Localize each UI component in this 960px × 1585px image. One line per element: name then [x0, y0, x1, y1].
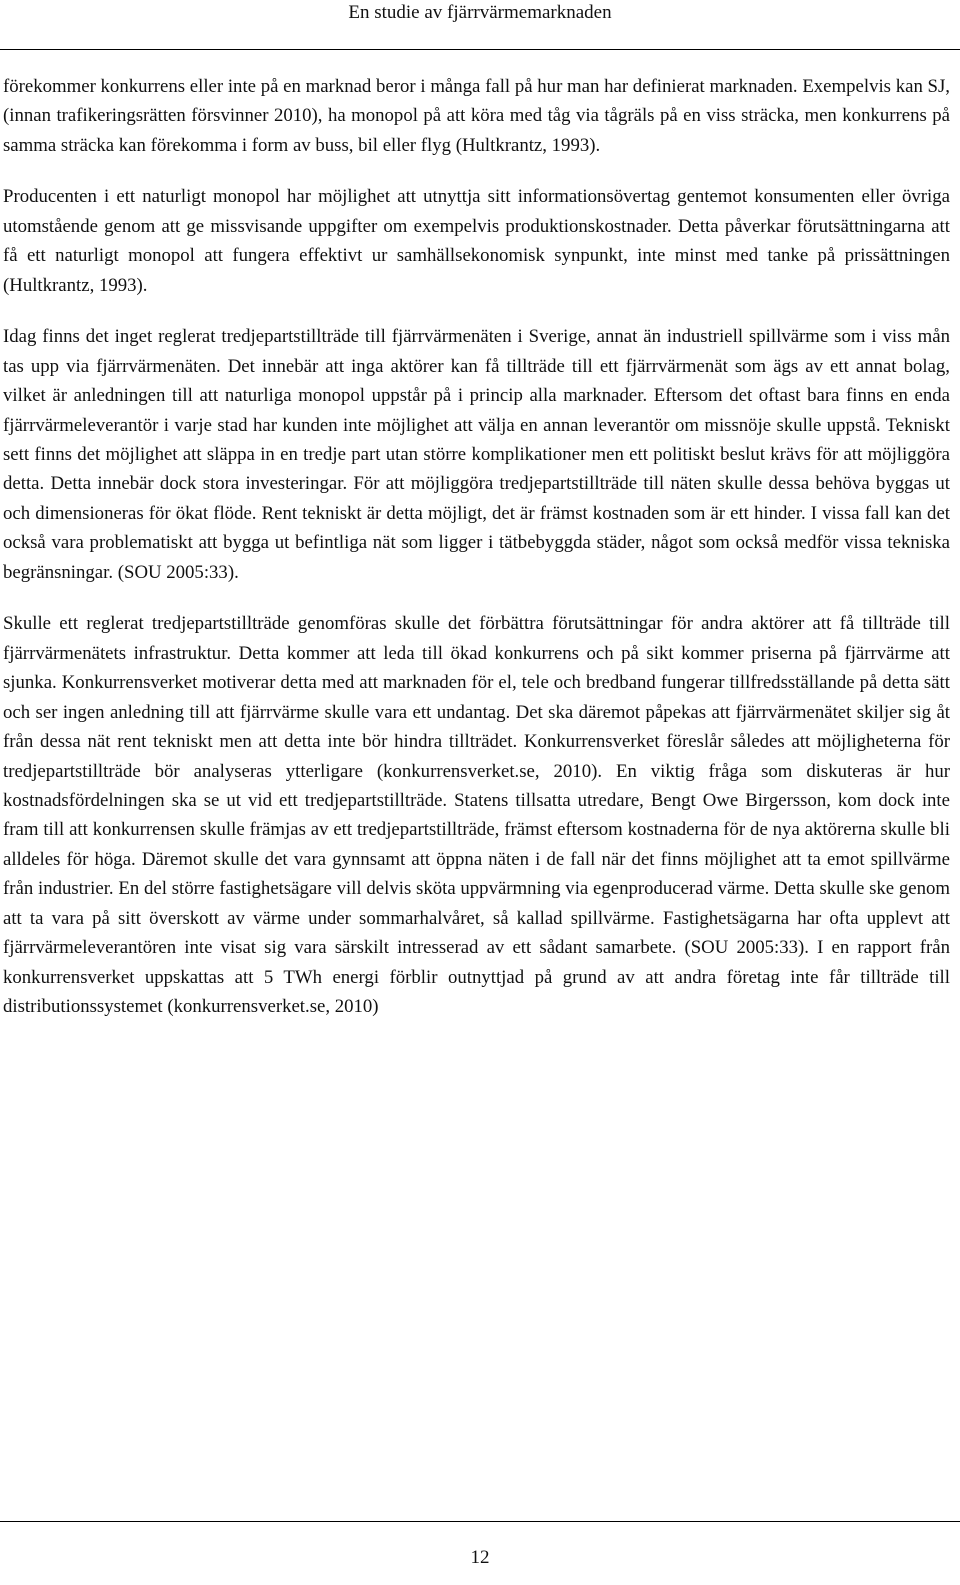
- body-text: [3, 72, 950, 1044]
- paragraph: Skulle ett reglerat tredjepartstillträde genomföras skulle det förbättra förutsättningar för andra aktörer att få tillträde till fjärrvärmenätets infrastruktur. Detta kommer att leda till ökad konkurrens och på sikt kommer priserna på fjärrvärme att sjunka. Konkurrensverket motiverar detta med att marknaden för el, tele och bredband fungerar tillfredsställande på detta sätt och ser ingen anledning till att fjärrvärme skulle vara ett undantag. Det ska däremot påpekas att fjärrvärmenätet skiljer sig åt från dessa nät rent tekniskt men att detta inte bör hindra tillträdet. Konkurrensverket föreslår således att möjligheterna för tredjepartstillträde bör analyseras ytterligare (konkurrensverket.se, 2010). En viktig fråga som diskuteras är hur kostnadsfördelningen ska se ut vid ett tredjepartstillträde. Statens tillsatta utredare, Bengt Owe Birgersson, kom dock inte fram till att konkurrensen skulle främjas av ett tredjepartstillträde, främst eftersom kostnaderna för de nya aktörerna skulle bli alldeles för höga. Däremot skulle det vara gynnsamt att öppna näten i de fall när det finns möjlighet att ta emot spillvärme från industrier. En del större fastighetsägare vill delvis sköta uppvärmning via egenproducerad värme. Detta skulle ske genom att ta vara på sitt överskott av värme under sommarhalvåret, så kallad spillvärme. Fastighetsägarna har ofta upplevt att fjärrvärmeleverantören inte visat sig vara särskilt intresserad av ett sådant samarbete. (SOU 2005:33). I en rapport från konkurrensverket uppskattas att 5 TWh energi förblir outnyttjad på grund av att andra företag inte får tillträde till distributionssystemet (konkurrensverket.se, 2010): [3, 613, 950, 1018]
- paragraph: förekommer konkurrens eller inte på en marknad beror i många fall på hur man har definierat marknaden. Exempelvis kan SJ, (innan trafikeringsrätten försvinner 2010), ha monopol på att köra med tåg via tågräls på en viss sträcka, men konkurrens på samma sträcka kan förekomma i form av buss, bil eller flyg (Hultkrantz, 1993).: [3, 76, 950, 156]
- running-title: En studie av fjärrvärmemarknaden: [348, 2, 612, 23]
- page-header: [0, 0, 960, 50]
- footer-divider: [0, 1521, 960, 1522]
- paragraph: Idag finns det inget reglerat tredjepartstillträde till fjärrvärmenäten i Sverige, annat än industriell spillvärme som i viss mån tas upp via fjärrvärmenäten. Det innebär att inga aktörer kan få tillträde till ett fjärrvärmenät som ägs av ett annat bolag, vilket är anledningen till att naturliga monopol uppstår på i princip alla marknader. Eftersom det oftast bara finns en enda fjärrvärmeleverantör i varje stad har kunden inte möjlighet att välja en annan leverantör om missnöje skulle uppstå. Tekniskt sett finns det möjlighet att släppa in en tredje part utan större komplikationer men ett politiskt beslut krävs för att möjliggöra detta. Detta innebär dock stora investeringar. För att möjliggöra tredjepartstillträde till näten skulle dessa behöva byggas ut och dimensioneras för ökat flöde. Rent tekniskt är detta möjligt, det är främst kostnaden som är ett hinder. I vissa fall kan det också vara problematiskt att bygga ut befintliga nät som ligger i tätbebyggda städer, något som också medför vissa tekniska begränsningar. (SOU 2005:33).: [3, 326, 950, 583]
- page-number: 12: [470, 1547, 490, 1568]
- paragraph: Producenten i ett naturligt monopol har möjlighet att utnyttja sitt informationsövertag gentemot konsumenten eller övriga utomstående genom att ge missvisande uppgifter om exempelvis produktionskostnader. Detta påverkar förutsättningarna att få ett naturligt monopol att fungera effektivt ur samhällsekonomisk synpunkt, inte minst med tanke på prissättningen (Hultkrantz, 1993).: [3, 186, 950, 296]
- header-divider: [0, 49, 960, 50]
